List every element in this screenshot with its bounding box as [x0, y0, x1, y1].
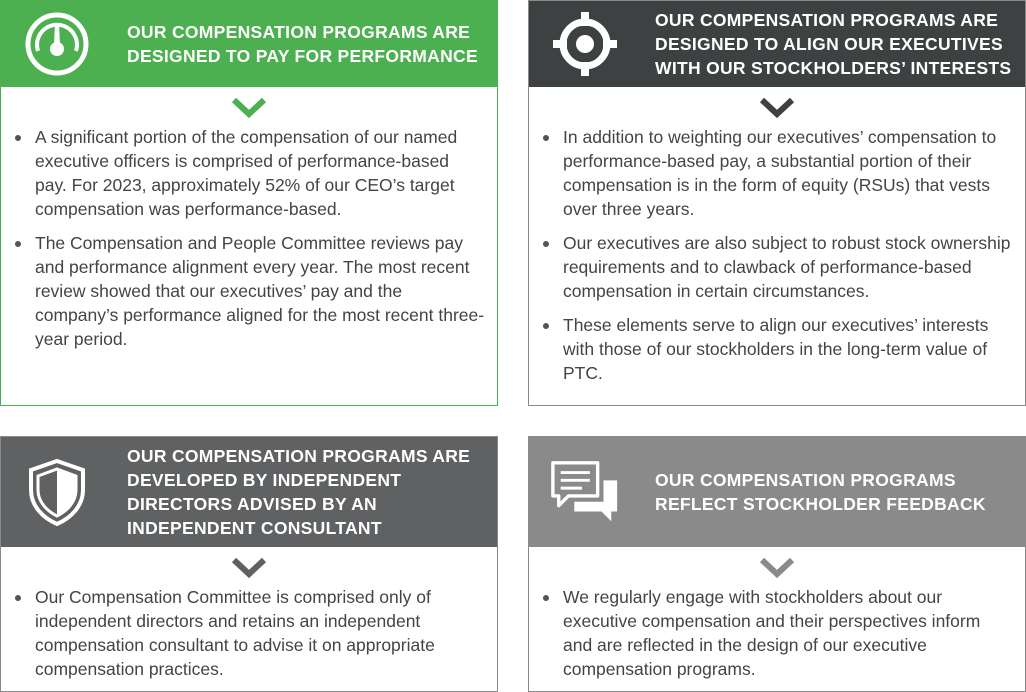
bullet-list	[529, 585, 1025, 691]
panel-title: OUR COMPENSATION PROGRAMS REFLECT STOCKHOLDER FEEDBACK	[655, 470, 986, 514]
gauge-icon	[21, 8, 93, 80]
chevron-down-icon	[231, 97, 267, 119]
panel-header	[529, 1, 1025, 87]
panel-title: OUR COMPENSATION PROGRAMS ARE DESIGNED TO ALIGN OUR EXECUTIVES WITH OUR STOCKHOLDERS’ INTERESTS	[655, 10, 1012, 78]
list-item: These elements serve to align our executives’ interests with those of our stockholders in the long-term value of PTC.	[563, 313, 1013, 385]
list-item: The Compensation and People Committee reviews pay and performance alignment every year. The most recent review showed that our executives’ pay and the company’s performance aligned for the most recent three-year period.	[35, 233, 485, 349]
panel-pay-for-performance	[0, 0, 498, 406]
bullet-list	[1, 585, 497, 691]
panel-header	[1, 1, 497, 87]
chevron-down-icon	[231, 557, 267, 579]
list-item: We regularly engage with stockholders about our executive compensation and their perspectives inform and are reflected in the design of our executive compensation programs.	[563, 585, 1013, 681]
chevron-down-icon	[759, 97, 795, 119]
bullet-list	[529, 125, 1025, 395]
panel-align-stockholders	[528, 0, 1026, 406]
bullet-list	[1, 125, 497, 361]
target-icon	[549, 8, 621, 80]
shield-icon	[21, 456, 93, 528]
chevron-down-icon	[759, 557, 795, 579]
list-item: Our Compensation Committee is comprised only of independent directors and retains an independent compensation consultant to advise it on appropriate compensation practices.	[35, 585, 485, 681]
panel-header	[529, 437, 1025, 547]
chat-bubbles-icon	[549, 456, 621, 528]
panel-title: OUR COMPENSATION PROGRAMS ARE DESIGNED TO PAY FOR PERFORMANCE	[127, 22, 478, 66]
list-item: Our executives are also subject to robust stock ownership requirements and to clawback of performance-based compensation in certain circumstances.	[563, 231, 1013, 303]
panel-header	[1, 437, 497, 547]
panel-independent-directors	[0, 436, 498, 692]
panel-title: OUR COMPENSATION PROGRAMS ARE DEVELOPED BY INDEPENDENT DIRECTORS ADVISED BY AN INDEPENDENT CONSULTANT	[127, 446, 471, 538]
list-item: A significant portion of the compensation of our named executive officers is comprised of performance-based pay. For 2023, approximately 52% of our CEO’s target compensation was performance-based.	[35, 125, 485, 221]
panel-stockholder-feedback	[528, 436, 1026, 692]
list-item: In addition to weighting our executives’ compensation to performance-based pay, a substantial portion of their compensation is in the form of equity (RSUs) that vests over three years.	[563, 125, 1013, 221]
